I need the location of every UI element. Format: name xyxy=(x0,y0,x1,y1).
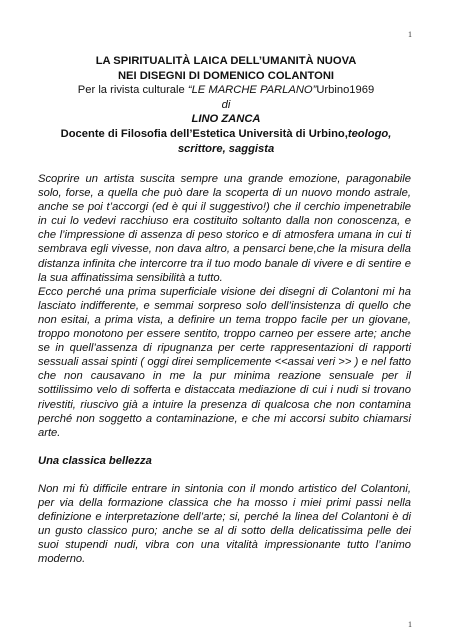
document-header xyxy=(20,54,432,156)
journal-name: “LE MARCHE PARLANO” xyxy=(187,84,317,97)
di-word: di xyxy=(221,98,231,111)
paragraph-1: Scoprire un artista suscita sempre una grande emozione, paragonabile solo, forse, a quella che può dare la scoperta di un nuovo mondo astrale, anche se poi t’accorgi (ed è qui il suggestivo!) che il cerchio impenetrabile in cui lo vedevi racchiuso era costituito soltanto dalla non conoscenza, e che l’impressione di assenza di peso storico e di atmosfera umana in cui ti sembrava egli vivesse, non dava altro, a pensarci bene,che la misura della distanza infinita che intercorre tra il tuo modo banale di vivere e di sentire e la sua affinatissima sensibilità a tutto. xyxy=(38,173,411,284)
journal-prefix: Per la rivista culturale xyxy=(77,84,188,97)
author-name: LINO ZANCA xyxy=(191,113,261,126)
journal-place-year: Urbino1969 xyxy=(316,84,375,97)
journal-line xyxy=(20,83,432,98)
page-number-bottom: 1 xyxy=(408,620,412,629)
document-body xyxy=(38,172,411,566)
author-role-line-1 xyxy=(20,127,432,142)
title-line-1: LA SPIRITUALITÀ LAICA DELL’UMANITÀ NUOVA xyxy=(95,55,357,67)
author-role-italic: teologo, xyxy=(347,127,392,140)
section-title: Una classica bellezza xyxy=(38,454,152,467)
page-number-top: 1 xyxy=(408,30,412,39)
author-role-line-2: scrittore, saggista xyxy=(177,142,275,155)
paragraph-2: Ecco perché una prima superficiale visione dei disegni di Colantoni mi ha lasciato indifferente, e semmai sorpreso solo dell’insistenza di quello che non esitai, a prima vista, a definire un tema troppo facile per un giovane, troppo monotono per essere sentito, troppo carneo per essere arte; anche se in quell’assenza di ripugnanza per certe rappresentazioni di rapporti sessuali assai spinti ( oggi direi semplicemente <<assai veri >> ) e nel fatto che non causavano in me la pur minima reazione sensuale per il sottilissimo velo di sofferta e distaccata mediazione di cui i nudi si trovano rivestiti, riuscivo già a intuire la presenza di qualcosa che non contamina perché non soggetto a contaminazione, e che mi accorsi subito chiamarsi arte. xyxy=(38,285,411,439)
paragraph-3: Non mi fù difficile entrare in sintonia con il mondo artistico del Colantoni, per via della formazione classica che ha mosso i miei primi passi nella definizione e interpretazione dell’arte; si, perché la linea del Colantoni è di un gusto classico puro; anche se al di sotto della delicatissima pelle dei suoi stupendi nudi, vibra con una vitalità impressionante tutto l’animo moderno. xyxy=(38,482,411,566)
title-line-2: NEI DISEGNI DI DOMENICO COLANTONI xyxy=(117,69,335,82)
author-role-plain: Docente di Filosofia dell’Estetica Università di Urbino, xyxy=(60,127,348,140)
